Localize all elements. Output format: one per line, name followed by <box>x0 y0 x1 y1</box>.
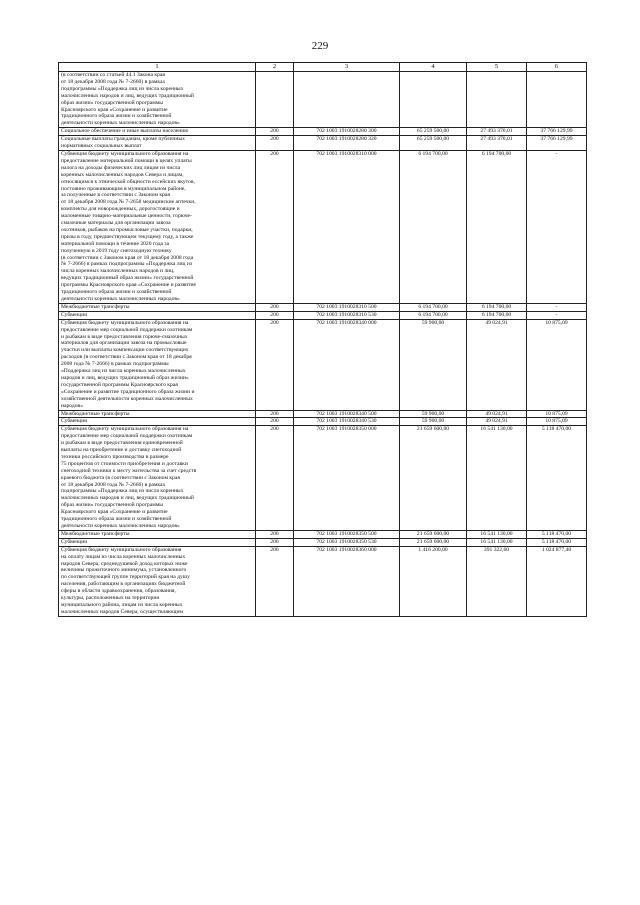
table-row <box>59 303 587 311</box>
row-approved: 6 194 700,00 <box>400 311 467 319</box>
header-cell: 2 <box>256 63 294 72</box>
row-line-code: 200 <box>256 303 294 311</box>
row-executed: 49 024,91 <box>467 418 527 426</box>
row-approved: 59 900,00 <box>400 410 467 418</box>
header-cell: 6 <box>527 63 587 72</box>
header-cell: 4 <box>400 63 467 72</box>
row-description: Субвенция бюджету муниципального образования на предоставление материальной помощи в целях уплаты налога на доходы физических лиц лицам из числа коренных малочисленных народов Севера и лицам, относящимся к этнической общности ессейских якутов, постоянно проживающим в муниципальном районе, за полученные в соответствии с Законом края от 18 декабря 2008 года № 7-2658 медицинские аптечки, комплекты для новорожденных, дорогостоящие и маломенные товарно-материальные ценности, горюче- смазочные материалы для организации завоза охотников, рыбаков на промысловые участки, подарки, призы в году, предшествующем текущему году, а также материальной помощи в течение 2020 года за полученную в 2019 году снегоходную технику (в соответствии с Законом края от 18 декабря 2008 года № 7-2666) в рамках подпрограммы «Поддержка лиц из числа коренных малочисленных народов и лиц, ведущих традиционный образ жизни» государственной программы Красноярского края «Сохранение и развитие традиционного образа жизни и хозяйственной деятельности коренных малочисленных народов» <box>59 150 256 303</box>
row-approved <box>400 72 467 128</box>
row-budget-code: 702 1003 1910028350 000 <box>294 426 400 531</box>
table-header-row <box>59 63 587 72</box>
row-unexecuted <box>527 72 587 128</box>
row-line-code: 200 <box>256 530 294 538</box>
row-approved: 6 194 700,00 <box>400 150 467 303</box>
row-budget-code <box>294 72 400 128</box>
row-executed: 27 493 370,01 <box>467 128 527 136</box>
table-row <box>59 538 587 546</box>
row-unexecuted: 5 118 470,00 <box>527 530 587 538</box>
row-budget-code: 702 1003 1910028310 000 <box>294 150 400 303</box>
row-unexecuted: 10 875,09 <box>527 418 587 426</box>
row-line-code: 200 <box>256 418 294 426</box>
row-description: Межбюджетные трансферты <box>59 303 256 311</box>
table-row <box>59 426 587 531</box>
row-executed: 6 194 700,00 <box>467 150 527 303</box>
row-executed: 391 322,60 <box>467 546 527 616</box>
row-line-code: 200 <box>256 410 294 418</box>
row-approved: 59 900,00 <box>400 319 467 410</box>
row-unexecuted: 10 875,09 <box>527 319 587 410</box>
row-description: Субвенция бюджету муниципального образования на оплату лицам из числа коренных малочисленных народов Севера, среднедушевой доход которых ниже величины прожиточного минимума, установленного по соответствующей группе территорий края на душу населения, работающим в организациях бюджетной сферы в области здравоохранения, образования, культуры, расположенных на территории муниципального района, лицам из числа коренных малочисленных народов Севера, осуществляющим <box>59 546 256 616</box>
row-executed: 49 024,91 <box>467 410 527 418</box>
row-line-code: 200 <box>256 311 294 319</box>
budget-table <box>58 62 587 617</box>
row-description: (в соответствии со статьей 44.1 Закона края от 18 декабря 2008 года № 7-2660) в рамках подпрограммы «Поддержка лиц из числа коренных малочисленных народов и лиц, ведущих традиционный образ жизни» государственной программы Красноярского края «Сохранение и развитие традиционного образа жизни и хозяйственной деятельности коренных малочисленных народов» <box>59 72 256 128</box>
row-approved: 59 900,00 <box>400 418 467 426</box>
table-row <box>59 319 587 410</box>
row-description: Межбюджетные трансферты <box>59 530 256 538</box>
row-unexecuted: - <box>527 303 587 311</box>
row-description: Социальные выплаты гражданам, кроме публичных нормативных социальных выплат <box>59 136 256 151</box>
row-line-code: 200 <box>256 319 294 410</box>
row-budget-code: 702 1003 1910028280 320 <box>294 136 400 151</box>
row-approved: 6 194 700,00 <box>400 303 467 311</box>
row-description: Субвенция бюджету муниципального образования на предоставление мер социальной поддержки охотникам и рыбакам в виде предоставления горюче-смазочных материалов для организации завоза на промысловые участки или выплаты компенсации соответствующих расходов (в соответствии с Законом края от 18 декабря 2008 года № 7-2666) в рамках подпрограммы «Поддержка лиц из числа коренных малочисленных народов и лиц, ведущих традиционный образ жизни» государственной программы Красноярского края «Сохранение и развитие традиционного образа жизни и хозяйственной деятельности коренных малочисленных народов» <box>59 319 256 410</box>
table-row <box>59 136 587 151</box>
row-description: Субвенция бюджету муниципального образования на предоставление мер социальной поддержки охотникам и рыбакам в виде предоставления единовременной выплаты на приобретение и доставку снегоходной техники российского производства в размере 75 процентов от стоимости приобретения и доставки снегоходной техники к месту жительства за счет средств краевого бюджета (в соответствии с Законом края от 18 декабря 2008 года № 7-2666) в рамках подпрограммы «Поддержка лиц из числа коренных малочисленных народов и лиц, ведущих традиционный образ жизни» государственной программы Красноярского края «Сохранение и развитие традиционного образа жизни и хозяйственной деятельности коренных малочисленных народов» <box>59 426 256 531</box>
row-unexecuted: 5 118 470,00 <box>527 538 587 546</box>
row-budget-code: 702 1003 1910028340 530 <box>294 418 400 426</box>
row-approved: 21 659 600,00 <box>400 530 467 538</box>
row-budget-code: 702 1003 1910028350 500 <box>294 530 400 538</box>
table-row <box>59 150 587 303</box>
row-unexecuted: 10 875,09 <box>527 410 587 418</box>
row-executed: 6 194 700,00 <box>467 303 527 311</box>
header-cell: 5 <box>467 63 527 72</box>
row-executed: 6 194 700,00 <box>467 311 527 319</box>
row-line-code: 200 <box>256 426 294 531</box>
row-description: Межбюджетные трансферты <box>59 410 256 418</box>
row-approved: 65 259 500,00 <box>400 136 467 151</box>
row-line-code: 200 <box>256 150 294 303</box>
row-unexecuted: - <box>527 150 587 303</box>
row-unexecuted: 5 118 470,00 <box>527 426 587 531</box>
row-description: Субвенции <box>59 311 256 319</box>
row-line-code: 200 <box>256 538 294 546</box>
row-executed: 16 541 130,00 <box>467 426 527 531</box>
row-budget-code: 702 1003 1910028310 530 <box>294 311 400 319</box>
row-approved: 21 659 600,00 <box>400 426 467 531</box>
row-unexecuted: 37 766 129,99 <box>527 128 587 136</box>
header-cell: 3 <box>294 63 400 72</box>
row-line-code: 200 <box>256 546 294 616</box>
table-row <box>59 128 587 136</box>
table-row <box>59 72 587 128</box>
row-description: Субвенции <box>59 418 256 426</box>
row-unexecuted: - <box>527 311 587 319</box>
row-budget-code: 702 1003 1910028340 000 <box>294 319 400 410</box>
row-approved: 21 659 600,00 <box>400 538 467 546</box>
row-budget-code: 702 1003 1910028350 530 <box>294 538 400 546</box>
table-row <box>59 530 587 538</box>
table-row <box>59 410 587 418</box>
row-budget-code: 702 1003 1910028310 500 <box>294 303 400 311</box>
row-line-code: 200 <box>256 136 294 151</box>
table-row <box>59 546 587 616</box>
row-executed: 16 541 130,00 <box>467 530 527 538</box>
row-approved: 65 259 500,00 <box>400 128 467 136</box>
header-cell: 1 <box>59 63 256 72</box>
row-line-code: 200 <box>256 128 294 136</box>
row-unexecuted: 1 024 877,40 <box>527 546 587 616</box>
row-description: Субвенции <box>59 538 256 546</box>
row-executed: 27 493 370,01 <box>467 136 527 151</box>
row-executed: 49 024,91 <box>467 319 527 410</box>
row-budget-code: 702 1003 1910028280 300 <box>294 128 400 136</box>
page-number: 229 <box>311 40 329 52</box>
row-approved: 1 416 200,00 <box>400 546 467 616</box>
table-row <box>59 311 587 319</box>
row-description: Социальное обеспечение и иные выплаты населению <box>59 128 256 136</box>
row-budget-code: 702 1003 1910028340 500 <box>294 410 400 418</box>
table-row <box>59 418 587 426</box>
row-executed <box>467 72 527 128</box>
row-budget-code: 702 1003 1910028360 000 <box>294 546 400 616</box>
row-unexecuted: 37 766 129,99 <box>527 136 587 151</box>
row-line-code <box>256 72 294 128</box>
row-executed: 16 541 130,00 <box>467 538 527 546</box>
